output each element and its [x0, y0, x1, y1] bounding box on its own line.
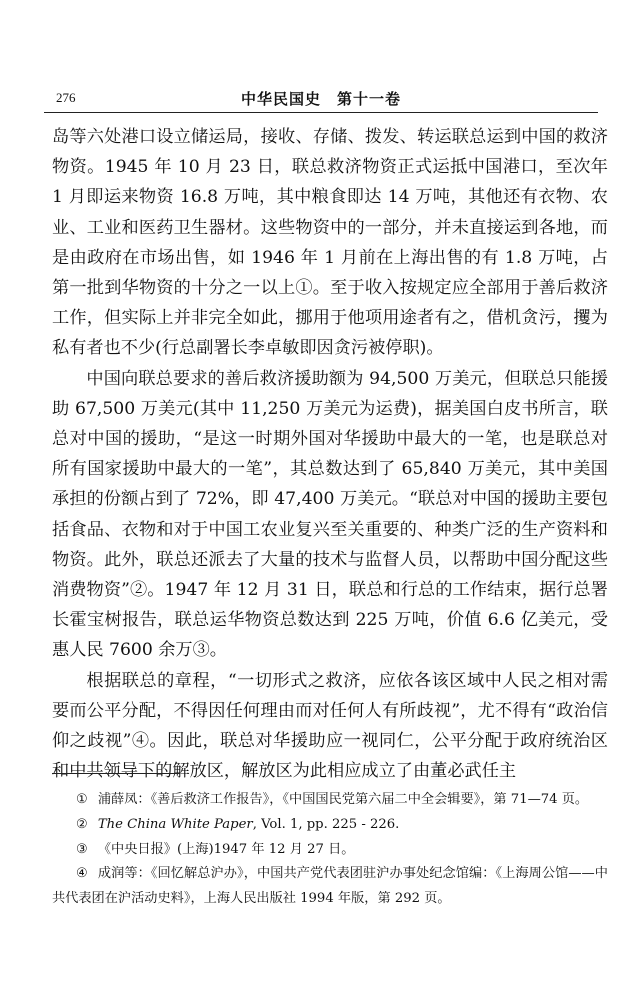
- footnote-marker: ④: [76, 866, 88, 882]
- footnote-1: [52, 788, 608, 813]
- footnote-4: [52, 862, 608, 912]
- paragraph-distribution: 根据联总的章程，“一切形式之救济，应依各该区域中人民之相对需要而公平分配，不得因任何理由而对任何人有所歧视”，尤不得有“政治信仰之歧视”④。因此，联总对华援助应一视同仁，公平分配于政府统治区和中共领导下的解放区，解放区为此相应成立了由董必武任主: [52, 670, 608, 782]
- footnote-marker: ③: [76, 841, 88, 857]
- footnote-text: , Vol. 1, pp. 225 - 226.: [252, 816, 400, 832]
- paragraph-aid-amount: 中国向联总要求的善后救济援助额为 94,500 万美元，但联总只能援助 67,500 万美元(其中 11,250 万美元为运费)，据美国白皮书所言，联总对中国的援助，“是这一时期外国对华援助中最大的一笔，也是联总对所有国家援助中最大的一笔”，其总数达到了 65,840 万美元，其中美国承担的份额占到了 72%，即 47,400 万美元。“联总对中国的援助主要包括食品、衣物和对于中国工农业复兴至关重要的、种类广泛的生产资料和物资。此外，联总还派去了大量的技术与监督人员，以帮助中国分配这些消费物资”②。1947 年 12 月 31 日，联总和行总的工作结束，据行总署长霍宝树报告，联总运华物资总数达到 225 万吨，价值 6.6 亿美元，受惠人民 7600 余万③。: [52, 368, 608, 661]
- footnote-text: 成润等：《回忆解总沪办》，中国共产党代表团驻沪办事处纪念馆编：《上海周公馆——中共代表团在沪活动史料》，上海人民出版社 1994 年版，第 292 页。: [52, 866, 608, 907]
- footnote-divider: [52, 773, 180, 774]
- footnote-text: 浦薛凤：《善后救济工作报告》，《中国国民党第六届二中全会辑要》，第 71—74 页。: [97, 792, 589, 807]
- footnote-3: [52, 838, 608, 863]
- footnote-text: 《中央日报》(上海)1947 年 12 月 27 日。: [97, 841, 355, 857]
- footnote-marker: ②: [76, 816, 88, 832]
- footnotes: [52, 788, 608, 912]
- body-text: [52, 122, 608, 786]
- page-number: 276: [56, 90, 76, 105]
- page-header: [44, 88, 598, 113]
- paragraph-continued: 岛等六处港口设立储运局，接收、存储、拨发、转运联总运到中国的救济物资。1945 年 10 月 23 日，联总救济物资正式运抵中国港口，至次年 1 月即运来物资 16.8 万吨，其中粮食即达 14 万吨，其他还有衣物、农业、工业和医药卫生器材。这些物资中的一部分，并未直接运到各地，而是由政府在市场出售，如 1946 年 1 月前在上海出售的有 1.8 万吨，占第一批到华物资的十分之一以上①。至于收入按规定应全部用于善后救济工作，但实际上并非完全如此，挪用于他项用途者有之，借机贪污，攫为私有者也不少(行总副署长李卓敏即因贪污被停职)。: [52, 127, 608, 359]
- footnote-source-title: The China White Paper: [97, 816, 253, 832]
- footnote-marker: ①: [76, 792, 88, 807]
- footnote-2: [52, 813, 608, 838]
- running-title: 中华民国史 第十一卷: [240, 90, 401, 108]
